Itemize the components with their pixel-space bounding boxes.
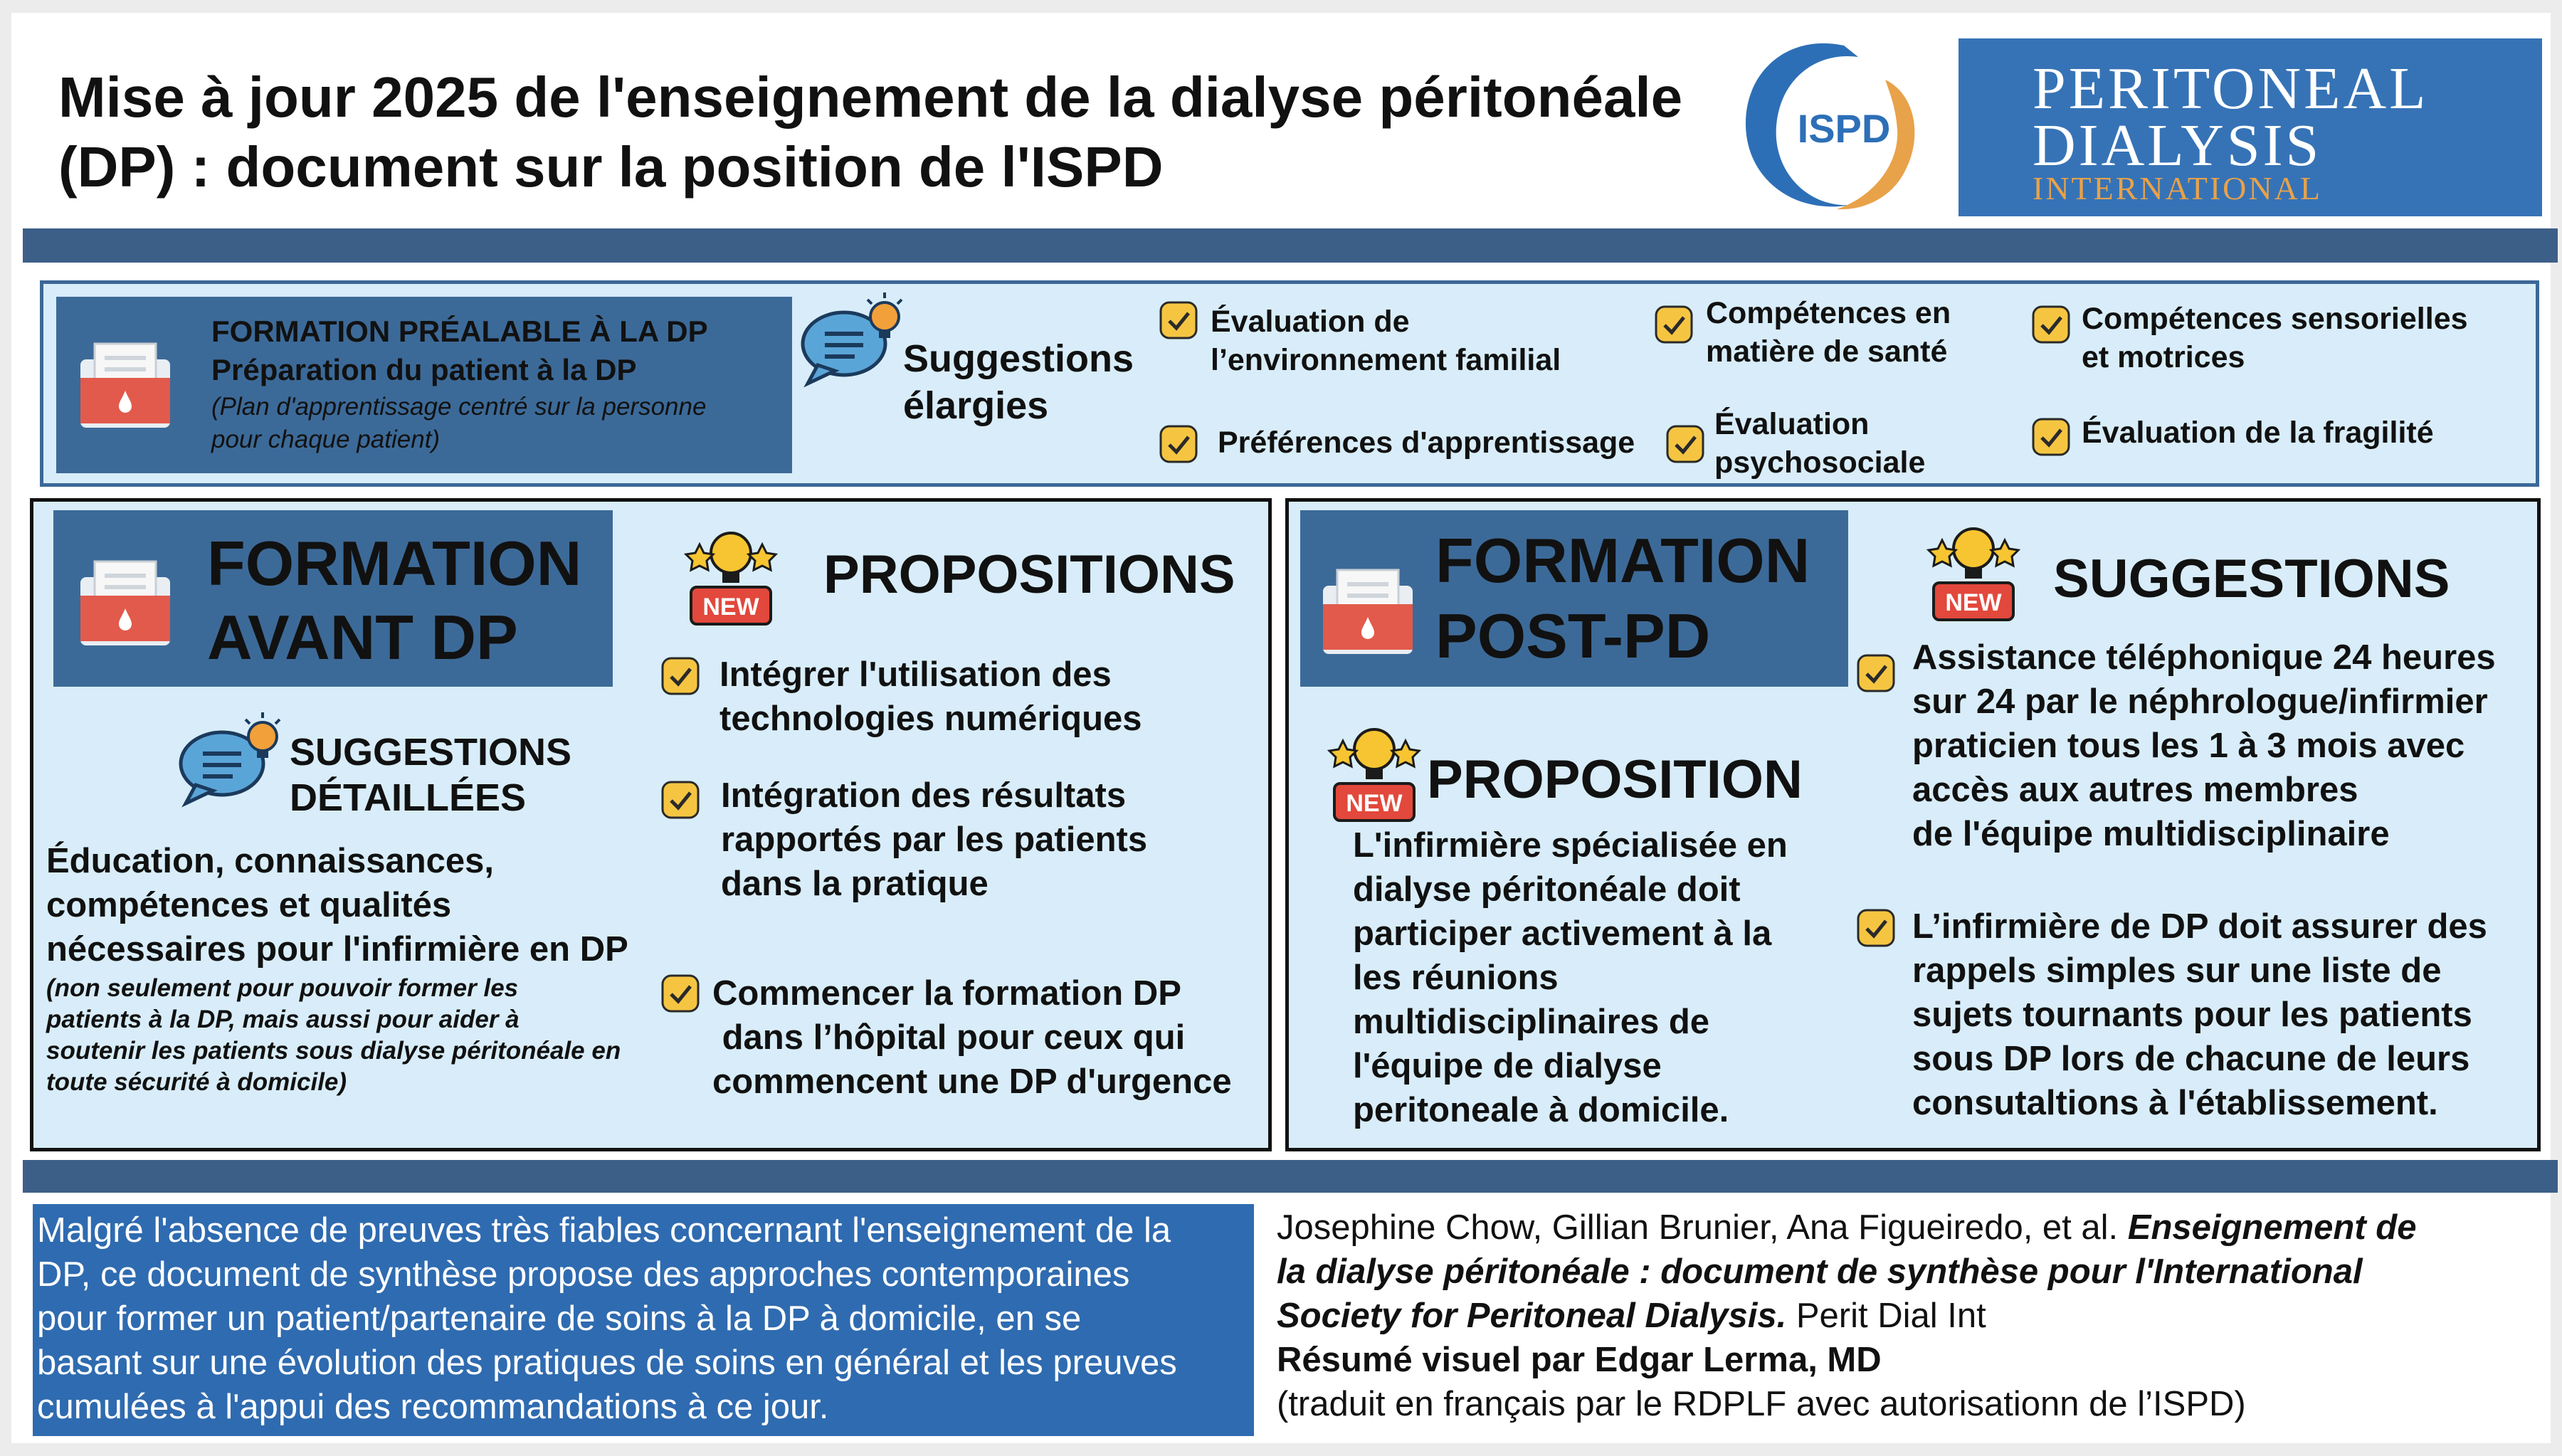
pre-training-subheading: Préparation du patient à la DP bbox=[211, 353, 637, 386]
page bbox=[11, 13, 2551, 1443]
check-box-icon bbox=[660, 779, 701, 821]
before-dp-header bbox=[53, 510, 613, 687]
new-badge: NEW bbox=[702, 594, 759, 621]
before-dp-note: (non seulement pour pouvoir former les patients à la DP, mais aussi pour aider à soutenir les patients sous dialyse péritonéale en toute sécurité à domicile) bbox=[46, 974, 621, 1096]
chat-bubble-bulb-icon bbox=[176, 708, 290, 808]
check-box-icon bbox=[1665, 423, 1706, 465]
visual-credit: Résumé visuel par Edgar Lerma, MD bbox=[1277, 1341, 1882, 1379]
new-badge: NEW bbox=[1346, 790, 1403, 817]
proposition-1: Intégrer l'utilisation des technologies numériques bbox=[719, 655, 1142, 738]
journal-line-1: PERITONEAL bbox=[2033, 56, 2429, 122]
pre-training-header bbox=[56, 297, 792, 473]
citation-journal: Perit Dial Int bbox=[1786, 1297, 1986, 1335]
new-badge: NEW bbox=[1945, 589, 2002, 616]
check-item-4: Préférences d'apprentissage bbox=[1218, 426, 1635, 460]
ispd-logo-text: ISPD bbox=[1797, 106, 1891, 151]
proposition-2: Intégration des résultats rapportés par les patients dans la pratique bbox=[721, 776, 1148, 903]
check-box-icon bbox=[660, 973, 701, 1014]
before-dp-title-2: AVANT DP bbox=[207, 602, 518, 672]
check-box-icon bbox=[1158, 423, 1199, 465]
check-item-1: Évaluation de l’environnement familial bbox=[1211, 305, 1561, 377]
citation-title-2: la dialyse péritonéale : document de synthèse pour l'International bbox=[1277, 1252, 2363, 1291]
check-box-icon bbox=[660, 655, 701, 697]
citation-authors: Josephine Chow, Gillian Brunier, Ana Figueiredo, et al. bbox=[1277, 1208, 2128, 1247]
title-line-1: Mise à jour 2025 de l'enseignement de la dialyse péritonéale bbox=[58, 65, 1683, 129]
suggestions-label-1: Suggestions bbox=[903, 337, 1134, 380]
divider-bar-bottom bbox=[23, 1160, 2558, 1193]
journal-line-3: INTERNATIONAL bbox=[2033, 170, 2322, 206]
proposition-3: Commencer la formation DP dans l’hôpital pour ceux qui commencent une DP d'urgence bbox=[712, 974, 1232, 1101]
detailed-suggestions-2: DÉTAILLÉES bbox=[290, 776, 527, 819]
pre-training-note-1: (Plan d'apprentissage centré sur la personne bbox=[211, 393, 707, 421]
translation-credit: (traduit en français par le RDPLF avec autorisationn de l’ISPD) bbox=[1277, 1385, 2246, 1423]
post-pd-header bbox=[1300, 510, 1848, 687]
check-box-icon bbox=[1653, 304, 1694, 345]
title-line-2: (DP) : document sur la position de l'ISPD bbox=[58, 135, 1164, 199]
divider-bar-top bbox=[23, 228, 2558, 263]
pre-training-note-2: pour chaque patient) bbox=[211, 426, 441, 453]
lightbulb-new-icon bbox=[681, 523, 781, 630]
detailed-suggestions-1: SUGGESTIONS bbox=[290, 731, 572, 774]
check-item-2: Compétences en matière de santé bbox=[1706, 296, 1951, 369]
citation bbox=[1277, 1206, 2543, 1426]
lightbulb-new-icon bbox=[1924, 519, 2023, 626]
lightbulb-new-icon bbox=[1324, 719, 1424, 826]
page-title bbox=[58, 63, 1738, 202]
envelope-medical-icon bbox=[72, 549, 179, 655]
post-pd-title-1: FORMATION bbox=[1435, 525, 1810, 596]
journal-logo bbox=[1959, 38, 2542, 216]
before-dp-title-1: FORMATION bbox=[207, 528, 582, 598]
proposition-title: PROPOSITION bbox=[1427, 749, 1803, 810]
before-dp-section bbox=[30, 498, 1272, 1151]
check-box-icon bbox=[1158, 300, 1199, 341]
check-item-6: Évaluation de la fragilité bbox=[2082, 416, 2434, 450]
ispd-logo-icon bbox=[1737, 37, 1933, 215]
suggestion-2: L’infirmière de DP doit assurer des rappels simples sur une liste de sujets tournants pour les patients sous DP lors de chacune de leurs consutaltions à l'établissement. bbox=[1912, 907, 2487, 1122]
summary-box: Malgré l'absence de preuves très fiables concernant l'enseignement de la DP, ce document de synthèse propose des approches contemporaines pour former un patient/partenaire de soins à la DP à domicile, en se basant sur une évolution des pratiques de soins en général et les preuves cumulées à l'appui des recommandations à ce jour. bbox=[33, 1204, 1254, 1436]
envelope-medical-icon bbox=[1314, 557, 1421, 664]
check-box-icon bbox=[2030, 304, 2072, 345]
check-box-icon bbox=[1855, 907, 1897, 949]
suggestions-label-2: élargies bbox=[903, 384, 1049, 427]
suggestions-title: SUGGESTIONS bbox=[2053, 549, 2450, 609]
pre-training-heading: FORMATION PRÉALABLE À LA DP bbox=[211, 315, 708, 348]
proposition-text: L'infirmière spécialisée en dialyse péritonéale doit participer activement à la les réunions multidisciplinaires de l'équipe de dialyse peritoneale à domicile. bbox=[1353, 826, 1788, 1129]
citation-title-1: Enseignement de bbox=[2127, 1208, 2417, 1247]
citation-title-3: Society for Peritoneal Dialysis. bbox=[1277, 1297, 1787, 1335]
propositions-title: PROPOSITIONS bbox=[823, 544, 1235, 605]
suggestion-1: Assistance téléphonique 24 heures sur 24 par le néphrologue/infirmier praticien tous les 1 à 3 mois avec accès aux autres membres de l'équipe multidisciplinaire bbox=[1912, 638, 2496, 853]
before-dp-body: Éducation, connaissances, compétences et qualités nécessaires pour l'infirmière en DP bbox=[46, 842, 628, 969]
post-pd-section bbox=[1285, 498, 2541, 1151]
check-item-5: Évaluation psychosociale bbox=[1714, 407, 1926, 480]
journal-line-2: DIALYSIS bbox=[2033, 112, 2322, 179]
check-item-3: Compétences sensorielles et motrices bbox=[2082, 302, 2468, 374]
check-box-icon bbox=[2030, 416, 2072, 458]
envelope-medical-icon bbox=[72, 331, 179, 438]
chat-bubble-bulb-icon bbox=[798, 288, 912, 388]
post-pd-title-2: POST-PD bbox=[1435, 601, 1711, 671]
pre-training-section bbox=[40, 280, 2539, 487]
check-box-icon bbox=[1855, 653, 1897, 694]
